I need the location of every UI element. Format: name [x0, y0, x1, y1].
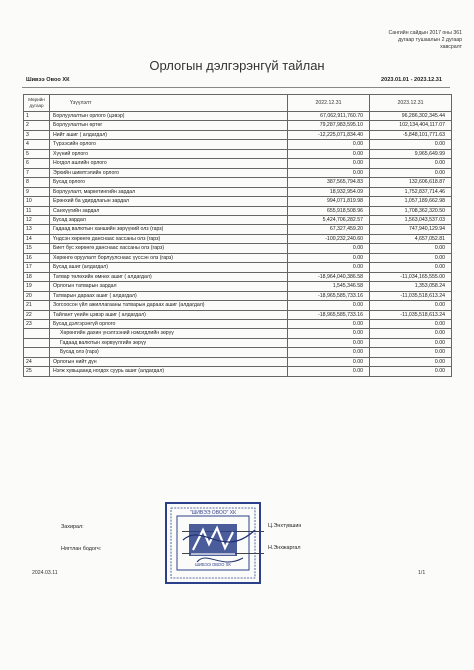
row-indicator: Борлуулалт, маркетингийн зардал: [50, 187, 288, 196]
row-value-2023: 1,752,837,714.46: [370, 187, 452, 196]
accountant-name: Н.Энхжаргал: [268, 545, 301, 551]
row-number: 15: [24, 244, 50, 253]
row-number: 7: [24, 168, 50, 177]
row-value-2022: 0.00: [288, 357, 370, 366]
table-row: [24, 130, 452, 139]
row-value-2022: 0.00: [288, 329, 370, 338]
row-value-2022: 387,565,794.83: [288, 178, 370, 187]
row-value-2023: 0.00: [370, 319, 452, 328]
table-row: [24, 149, 452, 158]
row-indicator: Гадаад валютын хөрвүүлгийн зөрүү: [50, 338, 288, 347]
row-value-2023: 747,940,129.94: [370, 225, 452, 234]
director-name: Ц.Энхтүвшин: [268, 523, 302, 529]
col-header-indicator: Үзүүлэлт: [50, 95, 288, 112]
ref-line: хавсралт: [440, 44, 462, 50]
ref-line: Сангийн сайдын 2017 оны 361: [388, 30, 462, 36]
stamp-text-bottom: ШИВЭЭ ОВОО ХК: [195, 562, 231, 567]
row-value-2022: 0.00: [288, 149, 370, 158]
row-indicator: Үндсэн хөрөнгө данснаас хассаны олз (гарз): [50, 234, 288, 243]
row-number: 19: [24, 282, 50, 291]
report-title: Орлогын дэлгэрэнгүй тайлан: [149, 58, 325, 73]
row-indicator: Гадаад валютын ханшийн зөрүүний олз (гарз): [50, 225, 288, 234]
table-row: [24, 253, 452, 262]
row-indicator: Хөрөнгө оруулалт борлуулснаас үүссэн олз (гарз): [50, 253, 288, 262]
row-value-2023: 0.00: [370, 244, 452, 253]
income-statement-table: [23, 94, 452, 377]
row-value-2023: -5,848,101,771.63: [370, 130, 452, 139]
row-value-2023: 0.00: [370, 301, 452, 310]
row-indicator: Зогсоосон үйл ажиллагааны татварын дараах ашиг (алдагдал): [50, 301, 288, 310]
row-value-2022: 0.00: [288, 253, 370, 262]
table-row: [24, 272, 452, 281]
row-number: [24, 338, 50, 347]
table-row: [24, 291, 452, 300]
table-row: [24, 338, 452, 347]
row-indicator: Ерөнхий ба удирдлагын зардал: [50, 197, 288, 206]
col-header-row-number: Мөрийн дугаар: [24, 95, 50, 112]
row-number: 10: [24, 197, 50, 206]
row-value-2023: 9,965,649.99: [370, 149, 452, 158]
footer-page-number: 1/1: [418, 570, 426, 576]
row-number: 16: [24, 253, 50, 262]
row-number: 5: [24, 149, 50, 158]
row-indicator: Биет бус хөрөнгө данснаас хассаны олз (гарз): [50, 244, 288, 253]
row-indicator: Татварын дараах ашиг ( алдагдал): [50, 291, 288, 300]
table-row: [24, 140, 452, 149]
stamp-logo: [189, 524, 237, 556]
row-value-2022: -18,965,585,733.16: [288, 310, 370, 319]
stamp-text-top: "ШИВЭЭ ОВОО" ХК: [189, 510, 237, 516]
row-value-2023: 0.00: [370, 253, 452, 262]
table-row: [24, 225, 452, 234]
row-value-2023: 102,134,404,117.07: [370, 121, 452, 130]
row-value-2022: -12,225,071,834.40: [288, 130, 370, 139]
col-header-2023: 2023.12.31: [370, 95, 452, 112]
table-row: [24, 206, 452, 215]
row-value-2022: 0.00: [288, 301, 370, 310]
row-number: 25: [24, 367, 50, 376]
row-value-2022: 0.00: [288, 338, 370, 347]
row-number: 21: [24, 301, 50, 310]
table-row: [24, 319, 452, 328]
row-number: 1: [24, 112, 50, 121]
company-name: Шивээ Овоо ХК: [26, 77, 70, 83]
row-value-2022: 994,071,819.98: [288, 197, 370, 206]
row-value-2022: 0.00: [288, 319, 370, 328]
row-value-2023: 0.00: [370, 263, 452, 272]
row-number: [24, 329, 50, 338]
table-row: [24, 197, 452, 206]
table-row: [24, 301, 452, 310]
row-indicator: Хөрөнгийн дахин үнэлгээний нэмэгдлийн зөрүү: [50, 329, 288, 338]
row-value-2023: 0.00: [370, 338, 452, 347]
row-value-2023: 0.00: [370, 159, 452, 168]
table-row: [24, 121, 452, 130]
table-row: [24, 187, 452, 196]
row-value-2023: 0.00: [370, 168, 452, 177]
row-indicator: Эрхийн шимтгэлийн орлого: [50, 168, 288, 177]
row-value-2023: 0.00: [370, 367, 452, 376]
row-value-2022: -18,964,040,386.58: [288, 272, 370, 281]
row-number: 18: [24, 272, 50, 281]
row-indicator: Татвар төлөхийн өмнөх ашиг ( алдагдал): [50, 272, 288, 281]
row-value-2022: 0.00: [288, 348, 370, 357]
col-header-2022: 2022.12.31: [288, 95, 370, 112]
row-value-2023: 0.00: [370, 140, 452, 149]
row-indicator: Бусад зардал: [50, 215, 288, 224]
row-number: 24: [24, 357, 50, 366]
row-value-2022: 0.00: [288, 263, 370, 272]
row-value-2023: -11,035,518,613.24: [370, 291, 452, 300]
row-number: 11: [24, 206, 50, 215]
row-number: 8: [24, 178, 50, 187]
row-indicator: Тайлант үеийн цэвэр ашиг ( алдагдал): [50, 310, 288, 319]
row-value-2022: 67,327,459.20: [288, 225, 370, 234]
row-number: 13: [24, 225, 50, 234]
row-value-2022: 5,424,706,282.57: [288, 215, 370, 224]
table-row: [24, 168, 452, 177]
accountant-label: Нягтлан бодогч:: [61, 546, 102, 552]
row-indicator: Хүүний орлого: [50, 149, 288, 158]
row-value-2023: 1,563,043,537.03: [370, 215, 452, 224]
row-value-2022: 79,287,983,595.10: [288, 121, 370, 130]
row-number: 20: [24, 291, 50, 300]
row-value-2022: 0.00: [288, 159, 370, 168]
row-value-2022: -18,965,585,733.16: [288, 291, 370, 300]
row-number: 9: [24, 187, 50, 196]
row-value-2022: -100,232,240.60: [288, 234, 370, 243]
row-value-2022: 1,545,346.58: [288, 282, 370, 291]
row-number: 4: [24, 140, 50, 149]
row-value-2023: -11,034,165,555.00: [370, 272, 452, 281]
row-indicator: Бусад орлого: [50, 178, 288, 187]
row-indicator: Орлогын нийт дүн: [50, 357, 288, 366]
row-value-2023: 132,606,618.87: [370, 178, 452, 187]
header-divider: [22, 87, 450, 88]
row-indicator: Орлогын татварын зардал: [50, 282, 288, 291]
row-value-2023: -11,035,518,613.24: [370, 310, 452, 319]
row-value-2022: 0.00: [288, 140, 370, 149]
row-value-2022: 655,918,508.96: [288, 206, 370, 215]
row-value-2022: 67,062,911,760.70: [288, 112, 370, 121]
row-indicator: Нэгж хувьцаанд ногдох суурь ашиг (алдагдал): [50, 367, 288, 376]
report-period: 2023.01.01 - 2023.12.31: [381, 77, 442, 83]
row-indicator: Борлуулалтын өртөг: [50, 121, 288, 130]
ref-line: дугаар тушаалын 2 дугаар: [398, 37, 462, 43]
row-indicator: Ногдол ашгийн орлого: [50, 159, 288, 168]
row-value-2023: 4,657,052.81: [370, 234, 452, 243]
table-header-row: [24, 95, 452, 112]
table-row: [24, 263, 452, 272]
row-value-2023: 1,057,189,662.98: [370, 197, 452, 206]
row-number: 17: [24, 263, 50, 272]
table-row: [24, 348, 452, 357]
row-value-2023: 1,353,058.24: [370, 282, 452, 291]
table-row: [24, 310, 452, 319]
row-indicator: Түрээсийн орлого: [50, 140, 288, 149]
row-number: 3: [24, 130, 50, 139]
row-value-2023: 0.00: [370, 357, 452, 366]
row-indicator: Санхүүгийн зардал: [50, 206, 288, 215]
row-number: 2: [24, 121, 50, 130]
row-value-2022: 0.00: [288, 367, 370, 376]
row-number: 23: [24, 319, 50, 328]
row-value-2023: 0.00: [370, 348, 452, 357]
row-indicator: Бусад ашиг (алдагдал): [50, 263, 288, 272]
row-number: [24, 348, 50, 357]
row-indicator: Борлуулалтын орлого (цэвэр): [50, 112, 288, 121]
company-stamp: [163, 500, 263, 586]
row-value-2022: 0.00: [288, 244, 370, 253]
table-row: [24, 282, 452, 291]
row-value-2023: 96,286,302,345.44: [370, 112, 452, 121]
table-row: [24, 357, 452, 366]
row-value-2022: 0.00: [288, 168, 370, 177]
row-value-2022: 18,932,954.09: [288, 187, 370, 196]
table-row: [24, 244, 452, 253]
row-value-2023: 0.00: [370, 329, 452, 338]
row-number: 12: [24, 215, 50, 224]
footer-date: 2024.03.11: [32, 570, 58, 576]
table-row: [24, 367, 452, 376]
row-number: 14: [24, 234, 50, 243]
table-row: [24, 329, 452, 338]
row-indicator: Нийт ашиг ( алдагдал): [50, 130, 288, 139]
table-row: [24, 234, 452, 243]
table-row: [24, 112, 452, 121]
row-indicator: Бусад олз (гарз): [50, 348, 288, 357]
director-label: Захирал:: [61, 524, 84, 530]
table-row: [24, 159, 452, 168]
row-number: 22: [24, 310, 50, 319]
appendix-reference: [332, 30, 462, 51]
row-number: 6: [24, 159, 50, 168]
table-row: [24, 215, 452, 224]
row-indicator: Бусад дэлгэрэнгүй орлого: [50, 319, 288, 328]
row-value-2023: 1,708,362,320.50: [370, 206, 452, 215]
table-row: [24, 178, 452, 187]
